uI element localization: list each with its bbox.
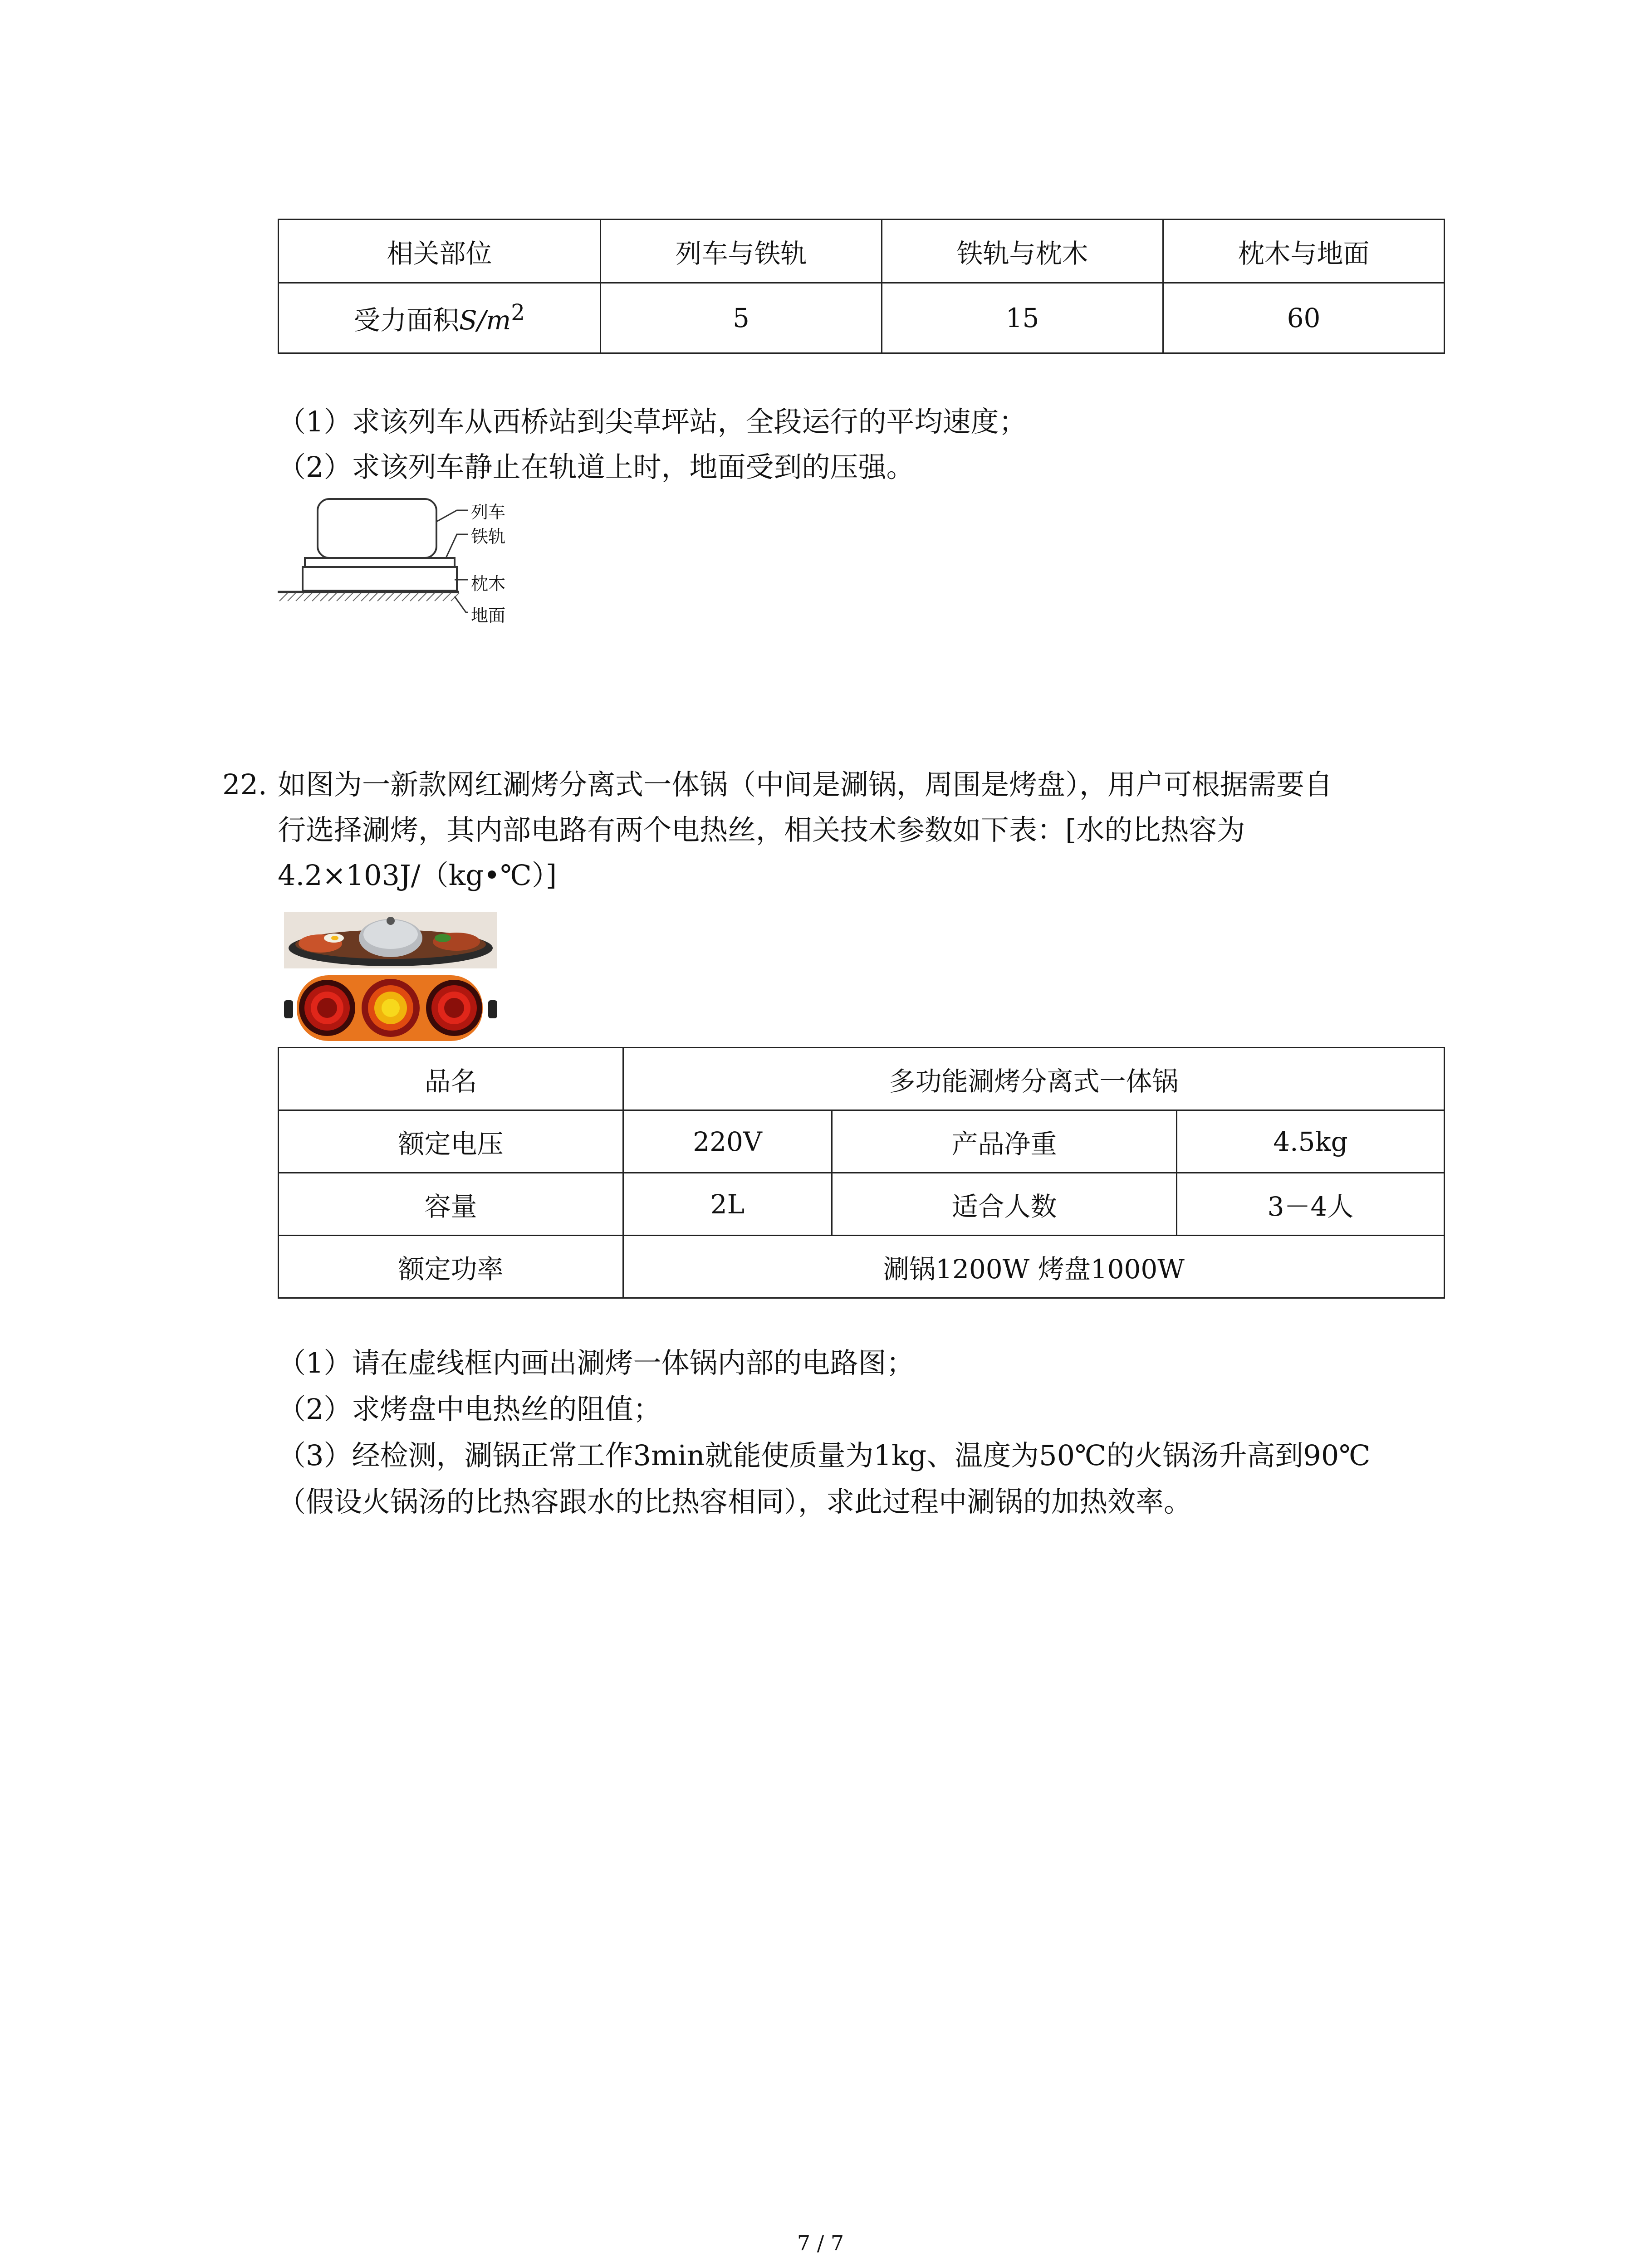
spec-value-people: 3－4人 xyxy=(1177,1173,1445,1236)
table1-header-part: 相关部位 xyxy=(279,220,601,283)
table1-header-train-rail: 列车与铁轨 xyxy=(601,220,882,283)
spec-label-voltage: 额定电压 xyxy=(279,1110,623,1173)
train-rail-diagram xyxy=(278,494,550,640)
spec-value-power: 涮锅1200W 烤盘1000W xyxy=(623,1236,1445,1298)
table1-row-label xyxy=(279,283,601,353)
spec-label-people: 适合人数 xyxy=(832,1173,1177,1236)
page-number: 7 / 7 xyxy=(797,2231,844,2255)
spec-value-name: 多功能涮烤分离式一体锅 xyxy=(623,1048,1445,1110)
product-spec-table xyxy=(278,1047,1445,1299)
spec-value-weight: 4.5kg xyxy=(1177,1110,1445,1173)
label-train: 列车 xyxy=(471,502,506,522)
area-value-sleeper-ground: 60 xyxy=(1163,283,1445,353)
area-label: 受力面积 xyxy=(353,305,459,336)
label-ground: 地面 xyxy=(471,606,506,626)
area-unit: S/m xyxy=(459,305,511,336)
q22-stem-line3: 4.2×103J/（kg•℃）] xyxy=(278,859,557,892)
q21-sub2: （2）求该列车静止在轨道上时，地面受到的压强。 xyxy=(278,450,915,484)
q22-sub2: （2）求烤盘中电热丝的阻值； xyxy=(278,1393,661,1426)
table1-header-rail-sleeper: 铁轨与枕木 xyxy=(882,220,1163,283)
spec-value-voltage: 220V xyxy=(623,1110,832,1173)
q22-sub3: （3）经检测，涮锅正常工作3min就能使质量为1kg、温度为50℃的火锅汤升高到90℃ xyxy=(278,1439,1371,1472)
area-unit-exponent: 2 xyxy=(511,300,525,326)
hotpot-product-photo xyxy=(284,912,497,1043)
table1-header-sleeper-ground: 枕木与地面 xyxy=(1163,220,1445,283)
area-value-rail-sleeper: 15 xyxy=(882,283,1163,353)
q22-stem-line2: 行选择涮烤，其内部电路有两个电热丝，相关技术参数如下表：[水的比热容为 xyxy=(278,813,1245,846)
spec-value-capacity: 2L xyxy=(623,1173,832,1236)
q22-stem-line1: 如图为一新款网红涮烤分离式一体锅（中间是涮锅，周围是烤盘），用户可根据需要自 xyxy=(278,768,1333,801)
q22-sub3-cont: （假设火锅汤的比热容跟水的比热容相同），求此过程中涮锅的加热效率。 xyxy=(278,1485,1192,1518)
spec-label-name: 品名 xyxy=(279,1048,623,1110)
q22-number: 22. xyxy=(222,768,267,801)
label-rail: 铁轨 xyxy=(471,527,506,547)
label-sleeper: 枕木 xyxy=(471,574,506,594)
q21-sub1: （1）求该列车从西桥站到尖草坪站，全段运行的平均速度； xyxy=(278,405,1027,438)
contact-area-table xyxy=(278,219,1445,354)
spec-label-power: 额定功率 xyxy=(279,1236,623,1298)
spec-label-weight: 产品净重 xyxy=(832,1110,1177,1173)
q22-sub1: （1）请在虚线框内画出涮烤一体锅内部的电路图； xyxy=(278,1346,915,1379)
area-value-train-rail: 5 xyxy=(601,283,882,353)
spec-label-capacity: 容量 xyxy=(279,1173,623,1236)
